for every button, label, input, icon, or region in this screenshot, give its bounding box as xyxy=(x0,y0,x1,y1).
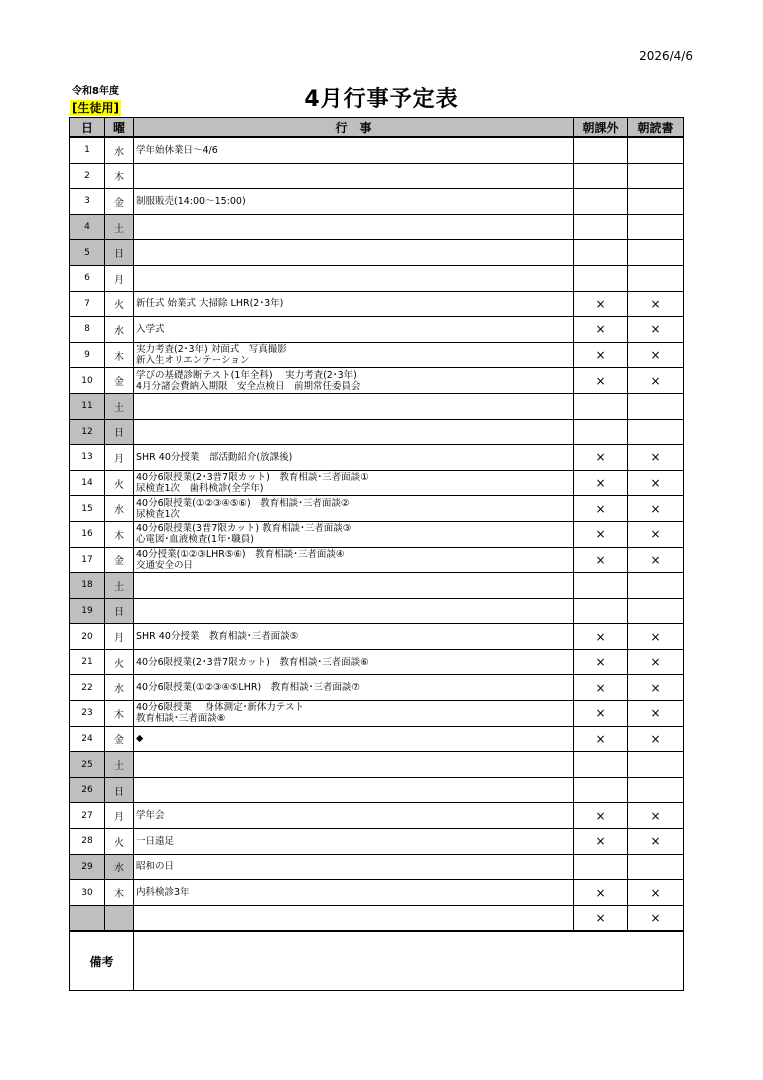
table-row xyxy=(70,854,684,880)
notes-row xyxy=(70,931,684,991)
event-cell xyxy=(134,317,574,343)
header-events: 行 事 xyxy=(134,118,574,138)
day-cell: 14 xyxy=(70,470,105,496)
table-row xyxy=(70,777,684,803)
morning-reading-cell: × xyxy=(628,803,684,829)
morning-reading-cell: × xyxy=(628,547,684,573)
event-line: 学年始休業日～4/6 xyxy=(136,144,218,156)
table-row xyxy=(70,445,684,471)
header-day: 日 xyxy=(70,118,105,138)
morning-reading-cell: × xyxy=(628,829,684,855)
table-row xyxy=(70,419,684,445)
morning-class-cell: × xyxy=(574,521,628,547)
morning-reading-cell: × xyxy=(628,905,684,931)
morning-class-cell: × xyxy=(574,726,628,752)
morning-class-cell xyxy=(574,240,628,266)
weekday-cell: 日 xyxy=(105,240,134,266)
day-cell: 6 xyxy=(70,265,105,291)
day-cell: 21 xyxy=(70,649,105,675)
day-cell: 7 xyxy=(70,291,105,317)
table-row xyxy=(70,240,684,266)
day-cell: 2 xyxy=(70,163,105,189)
morning-reading-cell xyxy=(628,854,684,880)
morning-class-cell xyxy=(574,598,628,624)
table-row xyxy=(70,496,684,522)
morning-class-cell: × xyxy=(574,701,628,727)
weekday-cell: 水 xyxy=(105,675,134,701)
weekday-cell: 土 xyxy=(105,214,134,240)
table-row xyxy=(70,649,684,675)
table-header-row xyxy=(70,118,684,138)
event-cell xyxy=(134,419,574,445)
day-cell: 28 xyxy=(70,829,105,855)
event-cell xyxy=(134,598,574,624)
event-cell xyxy=(134,137,574,163)
morning-reading-cell xyxy=(628,214,684,240)
weekday-cell: 月 xyxy=(105,265,134,291)
table-row xyxy=(70,470,684,496)
event-cell xyxy=(134,675,574,701)
morning-reading-cell xyxy=(628,393,684,419)
table-row xyxy=(70,701,684,727)
morning-reading-cell xyxy=(628,240,684,266)
event-line: 入学式 xyxy=(136,323,165,335)
event-cell xyxy=(134,291,574,317)
morning-reading-cell xyxy=(628,265,684,291)
morning-reading-cell: × xyxy=(628,342,684,368)
event-line: 4月分諸会費納入期限 安全点検日 前期常任委員会 xyxy=(136,380,361,392)
event-cell xyxy=(134,905,574,931)
morning-reading-cell: × xyxy=(628,701,684,727)
day-cell: 16 xyxy=(70,521,105,547)
event-line: SHR 40分授業 部活動紹介(放課後) xyxy=(136,451,293,463)
event-line: 制服販売(14:00～15:00) xyxy=(136,195,246,207)
morning-reading-cell xyxy=(628,419,684,445)
morning-class-cell: × xyxy=(574,547,628,573)
day-cell: 8 xyxy=(70,317,105,343)
day-cell: 30 xyxy=(70,880,105,906)
morning-class-cell: × xyxy=(574,624,628,650)
morning-reading-cell: × xyxy=(628,496,684,522)
morning-class-cell: × xyxy=(574,496,628,522)
weekday-cell: 木 xyxy=(105,521,134,547)
table-row xyxy=(70,189,684,215)
morning-class-cell xyxy=(574,214,628,240)
event-cell xyxy=(134,393,574,419)
day-cell xyxy=(70,905,105,931)
event-cell xyxy=(134,752,574,778)
table-row xyxy=(70,547,684,573)
weekday-cell: 木 xyxy=(105,880,134,906)
morning-reading-cell: × xyxy=(628,649,684,675)
weekday-cell: 土 xyxy=(105,393,134,419)
event-line: 40分6限授業(2･3普7限カット) 教育相談･三者面談⑥ xyxy=(136,656,369,668)
event-cell xyxy=(134,777,574,803)
morning-class-cell xyxy=(574,573,628,599)
morning-class-cell: × xyxy=(574,675,628,701)
morning-class-cell: × xyxy=(574,880,628,906)
table-row xyxy=(70,214,684,240)
morning-class-cell xyxy=(574,854,628,880)
day-cell: 15 xyxy=(70,496,105,522)
schedule-body xyxy=(70,137,684,931)
day-cell: 9 xyxy=(70,342,105,368)
weekday-cell: 木 xyxy=(105,342,134,368)
morning-reading-cell: × xyxy=(628,291,684,317)
table-row xyxy=(70,880,684,906)
event-line: 40分6限授業(2･3普7限カット) 教育相談･三者面談① xyxy=(136,472,369,484)
weekday-cell: 金 xyxy=(105,726,134,752)
event-line: 尿検査1次 歯科検診(全学年) xyxy=(136,483,264,495)
morning-reading-cell: × xyxy=(628,521,684,547)
weekday-cell: 火 xyxy=(105,291,134,317)
day-cell: 3 xyxy=(70,189,105,215)
morning-class-cell xyxy=(574,419,628,445)
morning-class-cell: × xyxy=(574,905,628,931)
table-row xyxy=(70,137,684,163)
table-row xyxy=(70,803,684,829)
weekday-cell: 日 xyxy=(105,598,134,624)
weekday-cell: 土 xyxy=(105,752,134,778)
day-cell: 4 xyxy=(70,214,105,240)
event-line: 40分6限授業(①②③④⑤⑥) 教育相談･三者面談② xyxy=(136,497,350,509)
day-cell: 20 xyxy=(70,624,105,650)
table-row xyxy=(70,675,684,701)
weekday-cell: 火 xyxy=(105,829,134,855)
morning-class-cell xyxy=(574,189,628,215)
weekday-cell: 金 xyxy=(105,368,134,394)
event-line: 40分6限授業(①②③④⑤LHR) 教育相談･三者面談⑦ xyxy=(136,682,360,694)
table-row xyxy=(70,163,684,189)
day-cell: 19 xyxy=(70,598,105,624)
morning-reading-cell: × xyxy=(628,445,684,471)
morning-class-cell: × xyxy=(574,317,628,343)
morning-reading-cell: × xyxy=(628,675,684,701)
event-cell xyxy=(134,189,574,215)
morning-class-cell xyxy=(574,752,628,778)
day-cell: 22 xyxy=(70,675,105,701)
morning-class-cell: × xyxy=(574,291,628,317)
event-cell xyxy=(134,547,574,573)
event-cell xyxy=(134,214,574,240)
morning-class-cell xyxy=(574,777,628,803)
event-cell xyxy=(134,649,574,675)
morning-class-cell: × xyxy=(574,470,628,496)
event-line: 内科検診3年 xyxy=(136,887,190,899)
event-line: 交通安全の日 xyxy=(136,559,194,571)
day-cell: 17 xyxy=(70,547,105,573)
morning-class-cell xyxy=(574,163,628,189)
audience-tag: [生徒用] xyxy=(72,101,119,115)
morning-class-cell xyxy=(574,137,628,163)
event-line: 新任式 始業式 大掃除 LHR(2･3年) xyxy=(136,298,284,310)
table-row xyxy=(70,624,684,650)
weekday-cell: 水 xyxy=(105,317,134,343)
event-line: 一日遠足 xyxy=(136,835,175,847)
notes-label: 備考 xyxy=(70,931,134,991)
morning-reading-cell xyxy=(628,573,684,599)
event-cell xyxy=(134,445,574,471)
header-morning-reading: 朝読書 xyxy=(628,118,684,138)
header-weekday: 曜 xyxy=(105,118,134,138)
table-row xyxy=(70,265,684,291)
day-cell: 29 xyxy=(70,854,105,880)
day-cell: 24 xyxy=(70,726,105,752)
day-cell: 23 xyxy=(70,701,105,727)
table-row xyxy=(70,317,684,343)
schedule-table xyxy=(69,117,684,991)
morning-reading-cell: × xyxy=(628,317,684,343)
event-line: ◆ xyxy=(136,733,144,745)
morning-reading-cell xyxy=(628,189,684,215)
weekday-cell: 水 xyxy=(105,496,134,522)
weekday-cell: 土 xyxy=(105,573,134,599)
morning-reading-cell: × xyxy=(628,726,684,752)
morning-reading-cell: × xyxy=(628,368,684,394)
weekday-cell: 月 xyxy=(105,803,134,829)
morning-reading-cell xyxy=(628,163,684,189)
event-line: 40分授業(①②③LHR⑤⑥) 教育相談･三者面談④ xyxy=(136,548,345,560)
weekday-cell: 木 xyxy=(105,163,134,189)
morning-reading-cell: × xyxy=(628,624,684,650)
event-line: 40分6限授業(3普7限カット) 教育相談･三者面談③ xyxy=(136,523,352,535)
event-cell xyxy=(134,854,574,880)
event-line: 教育相談･三者面談⑧ xyxy=(136,713,226,725)
header-morning-class: 朝課外 xyxy=(574,118,628,138)
day-cell: 25 xyxy=(70,752,105,778)
morning-reading-cell xyxy=(628,598,684,624)
weekday-cell: 水 xyxy=(105,137,134,163)
fiscal-year-label: 令和8年度 xyxy=(72,86,119,97)
event-cell xyxy=(134,880,574,906)
event-cell xyxy=(134,342,574,368)
event-cell xyxy=(134,573,574,599)
weekday-cell: 木 xyxy=(105,701,134,727)
day-cell: 11 xyxy=(70,393,105,419)
event-cell xyxy=(134,368,574,394)
weekday-cell: 月 xyxy=(105,445,134,471)
notes-content xyxy=(134,931,684,991)
morning-class-cell xyxy=(574,393,628,419)
event-cell xyxy=(134,240,574,266)
morning-class-cell: × xyxy=(574,829,628,855)
event-line: 尿検査1次 xyxy=(136,508,181,520)
day-cell: 1 xyxy=(70,137,105,163)
morning-class-cell: × xyxy=(574,445,628,471)
event-cell xyxy=(134,496,574,522)
table-row xyxy=(70,368,684,394)
event-line: SHR 40分授業 教育相談･三者面談⑤ xyxy=(136,631,299,643)
event-cell xyxy=(134,624,574,650)
table-row xyxy=(70,829,684,855)
morning-reading-cell xyxy=(628,777,684,803)
event-cell xyxy=(134,829,574,855)
morning-class-cell: × xyxy=(574,368,628,394)
table-row xyxy=(70,726,684,752)
event-line: 学年会 xyxy=(136,810,165,822)
weekday-cell xyxy=(105,905,134,931)
morning-reading-cell: × xyxy=(628,880,684,906)
print-date: 2026/4/6 xyxy=(639,49,693,63)
morning-class-cell: × xyxy=(574,803,628,829)
day-cell: 10 xyxy=(70,368,105,394)
table-row xyxy=(70,291,684,317)
weekday-cell: 金 xyxy=(105,189,134,215)
weekday-cell: 日 xyxy=(105,777,134,803)
event-line: 学びの基礎診断テスト(1年全科) 実力考査(2･3年) xyxy=(136,369,357,381)
morning-reading-cell xyxy=(628,752,684,778)
day-cell: 12 xyxy=(70,419,105,445)
morning-class-cell xyxy=(574,265,628,291)
event-line: 新入生オリエンテーション xyxy=(136,355,250,367)
morning-reading-cell: × xyxy=(628,470,684,496)
page-title: 4月行事予定表 xyxy=(304,87,459,112)
event-line: 実力考査(2･3年) 対面式 写真撮影 xyxy=(136,344,287,356)
table-row xyxy=(70,598,684,624)
day-cell: 27 xyxy=(70,803,105,829)
event-line: 心電図･血液検査(1年･職員) xyxy=(136,534,254,546)
weekday-cell: 月 xyxy=(105,624,134,650)
event-line: 40分6限授業 身体測定･新体力テスト xyxy=(136,702,305,714)
event-cell xyxy=(134,726,574,752)
table-row xyxy=(70,393,684,419)
event-cell xyxy=(134,521,574,547)
event-cell xyxy=(134,265,574,291)
day-cell: 13 xyxy=(70,445,105,471)
weekday-cell: 金 xyxy=(105,547,134,573)
event-cell xyxy=(134,803,574,829)
day-cell: 18 xyxy=(70,573,105,599)
event-cell xyxy=(134,163,574,189)
day-cell: 5 xyxy=(70,240,105,266)
table-row xyxy=(70,573,684,599)
day-cell: 26 xyxy=(70,777,105,803)
event-line: 昭和の日 xyxy=(136,861,175,873)
table-row xyxy=(70,752,684,778)
morning-class-cell: × xyxy=(574,649,628,675)
table-row xyxy=(70,521,684,547)
table-row xyxy=(70,342,684,368)
event-cell xyxy=(134,470,574,496)
event-cell xyxy=(134,701,574,727)
weekday-cell: 日 xyxy=(105,419,134,445)
morning-class-cell: × xyxy=(574,342,628,368)
weekday-cell: 水 xyxy=(105,854,134,880)
table-row xyxy=(70,905,684,931)
morning-reading-cell xyxy=(628,137,684,163)
weekday-cell: 火 xyxy=(105,649,134,675)
weekday-cell: 火 xyxy=(105,470,134,496)
